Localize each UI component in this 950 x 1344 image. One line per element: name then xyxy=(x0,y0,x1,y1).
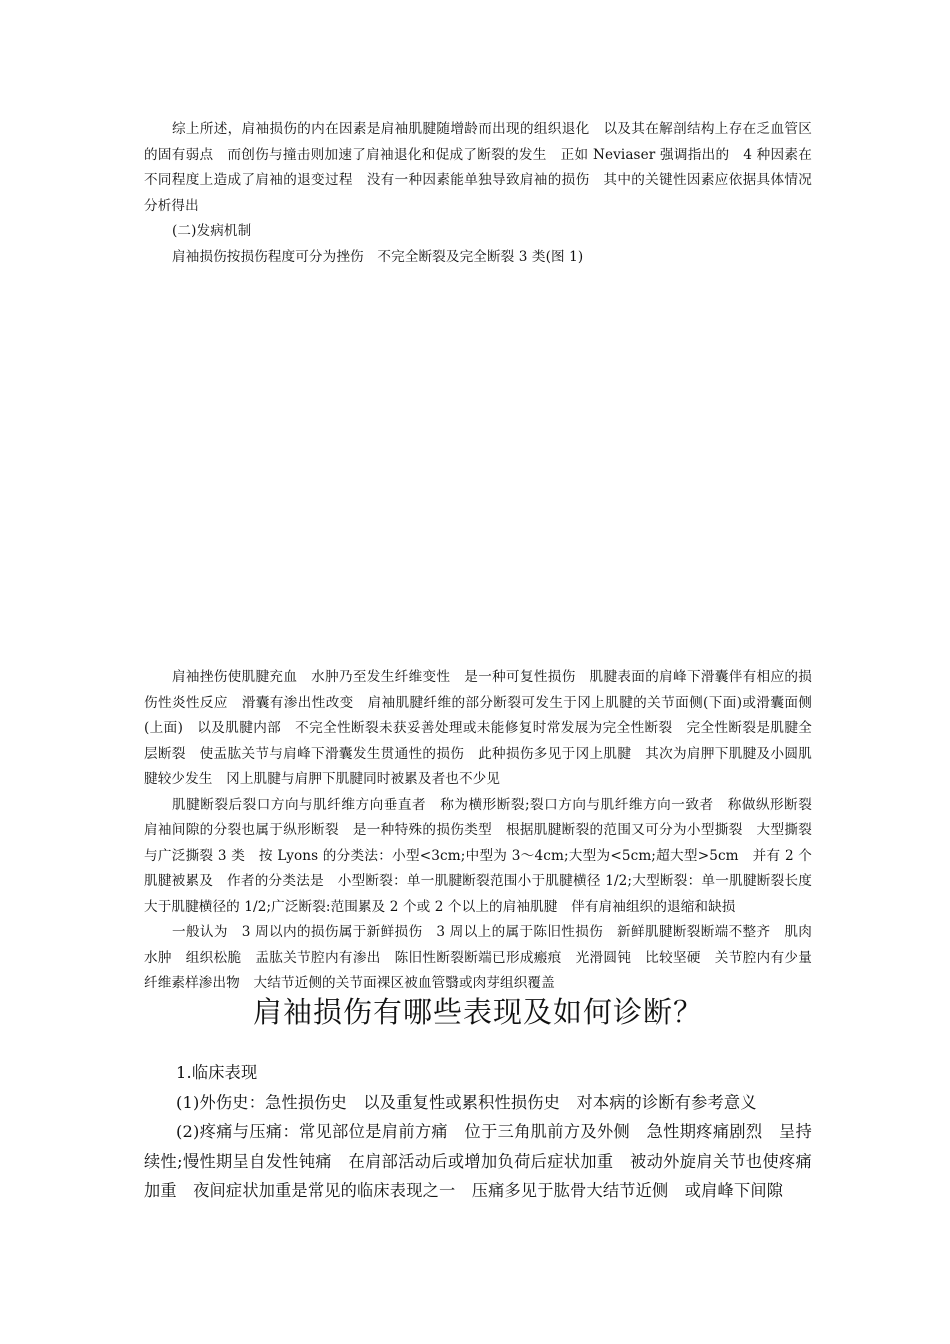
paragraph-contusion: 肩袖挫伤使肌腱充血 水肿乃至发生纤维变性 是一种可复性损伤 肌腱表面的肩峰下滑囊伴有相应的损伤性炎性反应 滑囊有渗出性改变 肩袖肌腱纤维的部分断裂可发生于冈上肌腱的关节面侧(下面)或滑囊面侧(上面) 以及肌腱内部 不完全性断裂未获妥善处理或未能修复时常发展为完全性断裂 完全性断裂是肌腱全层断裂 使盂肱关节与肩峰下滑囊发生贯通性的损伤 此种损伤多见于冈上肌腱 其次为肩胛下肌腱及小圆肌腱较少发生 冈上肌腱与肩胛下肌腱同时被累及者也不少见 xyxy=(144,669,812,787)
figure-placeholder xyxy=(144,272,812,657)
paragraph-tear-direction: 肌腱断裂后裂口方向与肌纤维方向垂直者 称为横形断裂;裂口方向与肌纤维方向一致者 称做纵形断裂 肩袖间隙的分裂也属于纵形断裂 是一种特殊的损伤类型 根据肌腱断裂的范围又可分为小型撕裂 大型撕裂与广泛撕裂 3 类 按 Lyons 的分类法：小型<3cm;中型为 3～4cm;大型为<5cm;超大型>5cm 并有 2 个肌腱被累及 作者的分类法是 小型断裂：单一肌腱断裂范围小于肌腱横径 1/2;大型断裂：单一肌腱断裂长度大于肌腱横径的 1/2;广泛断裂:范围累及 2 个或 2 个以上的肩袖肌腱 伴有肩袖组织的退缩和缺损 xyxy=(144,796,826,915)
section-injury-types xyxy=(144,665,826,997)
section-clinical xyxy=(144,1058,812,1206)
paragraph-trauma-history: (1)外伤史：急性损伤史 以及重复性或累积性损伤史 对本病的诊断有参考意义 xyxy=(176,1092,757,1112)
section-heading: 肩袖损伤有哪些表现及如何诊断？ xyxy=(252,995,703,1029)
paragraph-subheading-mechanism: (二)发病机制 xyxy=(172,223,252,239)
paragraph-clinical-title: 1.临床表现 xyxy=(176,1063,258,1082)
paragraph-fresh-vs-old: 一般认为 3 周以内的损伤属于新鲜损伤 3 周以上的属于陈旧性损伤 新鲜肌腱断裂断端不整齐 肌肉水肿 组织松脆 盂肱关节腔内有渗出 陈旧性断裂断端已形成瘢痕 光滑圆钝 比较坚硬 关节腔内有少量纤维素样渗出物 大结节近侧的关节面裸区被血管翳或肉芽组织覆盖 xyxy=(144,924,812,991)
section-intro xyxy=(144,117,812,270)
paragraph-pain-tenderness: (2)疼痛与压痛：常见部位是肩前方痛 位于三角肌前方及外侧 急性期疼痛剧烈 呈持续性;慢性期呈自发性钝痛 在肩部活动后或增加负荷后症状加重 被动外旋肩关节也使疼痛加重 夜间症状加重是常见的临床表现之一 压痛多见于肱骨大结节近侧 或肩峰下间隙 xyxy=(144,1122,812,1200)
paragraph-summary: 综上所述，肩袖损伤的内在因素是肩袖肌腱随增龄而出现的组织退化 以及其在解剖结构上存在乏血管区的固有弱点 而创伤与撞击则加速了肩袖退化和促成了断裂的发生 正如 Neviaser 强调指出的 4 种因素在不同程度上造成了肩袖的退变过程 没有一种因素能单独导致肩袖的损伤 其中的关键性因素应依据具体情况分析得出 xyxy=(144,121,812,214)
paragraph-injury-classes: 肩袖损伤按损伤程度可分为挫伤 不完全断裂及完全断裂 3 类(图 1) xyxy=(172,248,584,265)
